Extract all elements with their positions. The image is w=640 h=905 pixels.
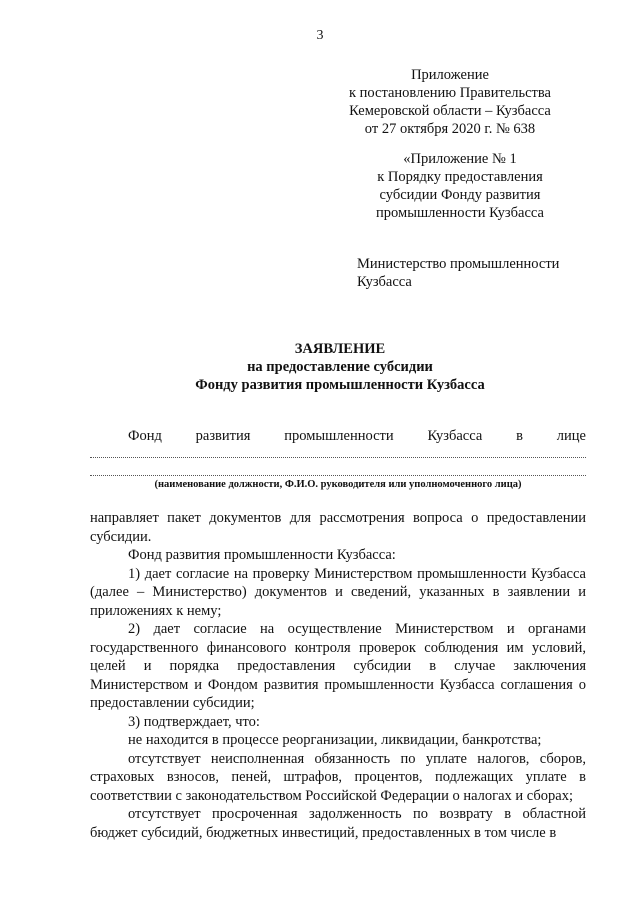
body-paragraph: отсутствует неисполненная обязанность по уплате налогов, сборов, страховых взносов, пеней, штрафов, процентов, подлежащих уплате в соответствии с законодательством Российской Федерации о налогах и сборах; (90, 750, 586, 804)
addressee-block (357, 255, 597, 291)
document-title (0, 340, 640, 394)
body-paragraph: 1) дает согласие на проверку Министерством промышленности Кузбасса (далее – Министерство) документов и сведений, указанных в заявлении и приложениях к нему; (90, 565, 586, 619)
fill-in-line (90, 475, 586, 476)
body-paragraph: 2) дает согласие на осуществление Министерством и органами государственного финансового контроля проверок соблюдения им условий, целей и порядка предоставления субсидии в случае заключения Министерством и Фондом развития промышленности Кузбасса соглашения о предоставлении субсидии; (90, 621, 586, 711)
fund-word: Фонд (128, 428, 162, 444)
fund-word: Кузбасса (427, 428, 483, 444)
fund-word: промышленности (284, 428, 394, 444)
appendix1-line: промышленности Кузбасса (376, 205, 544, 221)
body-paragraph: 3) подтверждает, что: (128, 713, 260, 730)
fund-word: развития (195, 428, 251, 444)
body-paragraph: Фонд развития промышленности Кузбасса: (128, 547, 396, 563)
appendix-line: Кемеровской области – Кузбасса (349, 103, 551, 119)
addressee-line: Кузбасса (357, 274, 412, 290)
appendix-line: Приложение (411, 67, 489, 83)
appendix-line: к постановлению Правительства (349, 85, 551, 101)
appendix1-line: «Приложение № 1 (403, 151, 517, 167)
body-paragraph: не находится в процессе реорганизации, ликвидации, банкротства; (128, 732, 542, 748)
appendix-line: от 27 октября 2020 г. № 638 (364, 121, 536, 137)
appendix-block (335, 66, 565, 138)
title-line: ЗАЯВЛЕНИЕ (294, 341, 386, 357)
appendix1-line: к Порядку предоставления (377, 169, 543, 185)
title-line: Фонду развития промышленности Кузбасса (195, 377, 485, 393)
document-body (90, 509, 586, 842)
appendix1-block (345, 150, 575, 222)
addressee-line: Министерство промышленности (357, 256, 560, 272)
fund-line (128, 428, 586, 445)
appendix1-line: субсидии Фонду развития (379, 187, 541, 203)
fund-word: в (516, 428, 523, 444)
field-caption: (наименование должности, Ф.И.О. руководителя или уполномоченного лица) (154, 479, 522, 490)
page-number: 3 (316, 28, 324, 43)
title-line: на предоставление субсидии (247, 359, 433, 375)
fill-in-line (90, 457, 586, 458)
fund-word: лице (556, 428, 586, 444)
body-paragraph: отсутствует просроченная задолженность по возврату в областной бюджет субсидий, бюджетных инвестиций, предоставленных в том числе в (90, 806, 586, 841)
body-paragraph: направляет пакет документов для рассмотрения вопроса о предоставлении субсидии. (90, 510, 586, 545)
